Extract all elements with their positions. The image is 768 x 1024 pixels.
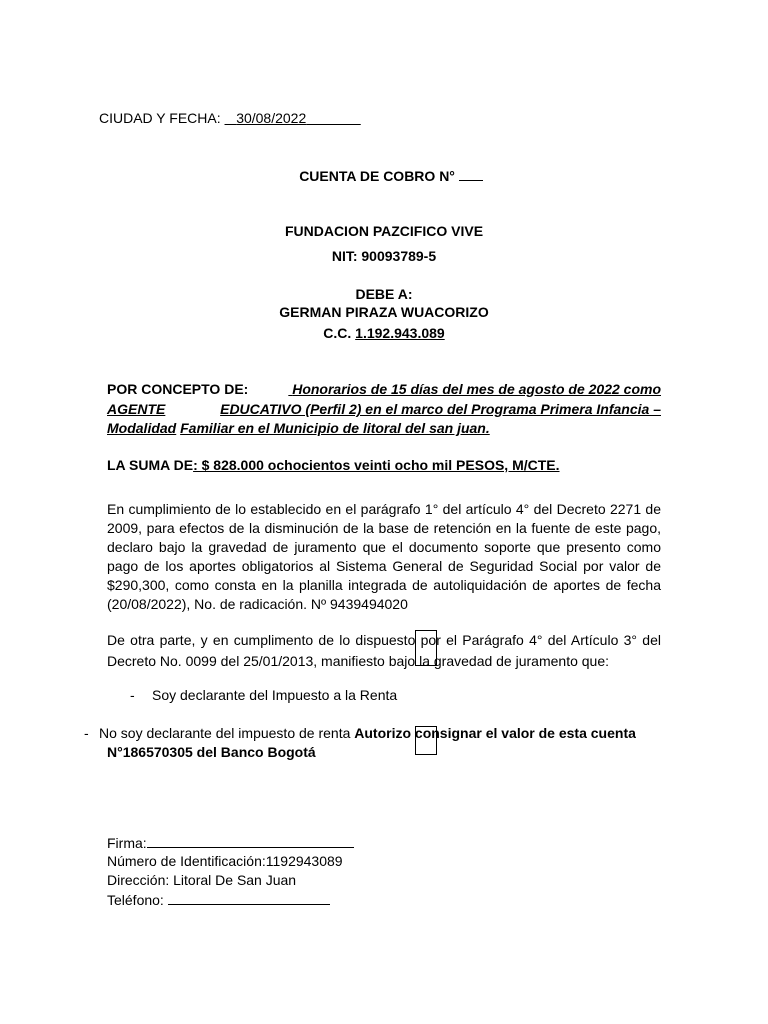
declaration-paragraph — [107, 630, 661, 672]
debtor-name: GERMAN PIRAZA WUACORIZO — [279, 304, 489, 320]
phone-blank — [168, 891, 330, 905]
invoice-title — [7, 167, 768, 184]
signature-label: Firma: — [107, 835, 147, 851]
option-text-2-normal: No soy declarante del impuesto de renta — [99, 725, 351, 741]
issuer-nit: NIT: 90093789-5 — [331, 248, 437, 264]
retention-line-5: $290,300, como consta en la planilla integrada de autoliquidación de aportes de fecha — [107, 577, 661, 593]
phone-line — [107, 891, 330, 908]
city-date-line — [99, 110, 361, 126]
concept-line-3 — [107, 420, 490, 436]
option-dash-1: - — [130, 687, 135, 703]
retention-line-2: 2009, para efectos de la disminución de la base de retención en la fuente de este pago, — [107, 520, 661, 536]
concept-text-1: Honorarios de 15 días del mes de agosto de 2022 como — [292, 381, 661, 397]
address-line: Dirección: Litoral De San Juan — [107, 872, 297, 888]
option-text-1: Soy declarante del Impuesto a la Renta — [152, 687, 398, 703]
form-box-1 — [415, 630, 437, 666]
invoice-number-blank — [459, 167, 483, 181]
amount-line — [107, 457, 560, 473]
amount-value: : $ 828.000 ochocientos veinti ocho mil PESOS, M/CTE. — [193, 457, 560, 473]
option-dash-2: - — [84, 725, 89, 741]
issuer-name: FUNDACION PAZCIFICO VIVE — [284, 223, 484, 239]
option-item-2 — [84, 725, 636, 741]
debe-label: DEBE A: — [355, 286, 413, 302]
id-number-line: Número de Identificación:1192943089 — [107, 853, 343, 869]
retention-line-4: pago de los aportes obligatorios al Sistema General de Seguridad Social por valor de — [107, 558, 661, 574]
date-value: 30/08/2022 — [236, 110, 307, 126]
declaration-line-1: De otra parte, y en cumplimento de lo dispuesto por el Parágrafo 4° del Artículo 3° del — [107, 632, 661, 648]
city-date-label: CIUDAD Y FECHA: — [99, 110, 221, 126]
retention-line-6: (20/08/2022), No. de radicación. Nº 9439494020 — [107, 596, 408, 612]
declaration-line-2: Decreto No. 0099 del 25/01/2013, manifiesto bajo la gravedad de juramento que: — [107, 653, 610, 669]
option-text-2 — [99, 725, 636, 741]
signature-line — [107, 834, 354, 851]
concept-text-3: Familiar en el Municipio de litoral del san juan. — [180, 420, 490, 436]
cc-label: C.C. — [323, 325, 352, 341]
cc-number: 1.192.943.089 — [355, 325, 445, 341]
amount-label: LA SUMA DE — [107, 457, 194, 473]
retention-paragraph — [107, 500, 661, 614]
signature-blank — [147, 834, 354, 848]
concept-line-1 — [107, 381, 661, 397]
option-text-2-bold: Autorizo consignar el valor de esta cuenta — [354, 725, 636, 741]
concept-modalidad: Modalidad — [107, 420, 177, 436]
retention-line-1: En cumplimiento de lo establecido en el parágrafo 1° del artículo 4° del Decreto 2271 de — [107, 501, 661, 517]
phone-label: Teléfono: — [107, 892, 164, 908]
debtor-id — [0, 325, 768, 341]
concept-agente: AGENTE — [107, 401, 166, 417]
retention-line-3: declaro bajo la gravedad de juramento que el documento soporte que presento como — [107, 539, 661, 555]
concept-label: POR CONCEPTO DE: — [107, 381, 249, 397]
account-line: N°186570305 del Banco Bogotá — [107, 744, 316, 760]
concept-line-2 — [107, 401, 661, 417]
option-item-1 — [130, 687, 398, 703]
invoice-title-label: CUENTA DE COBRO N° — [299, 168, 455, 184]
concept-text-2: EDUCATIVO (Perfil 2) en el marco del Programa Primera Infancia – — [220, 401, 661, 417]
